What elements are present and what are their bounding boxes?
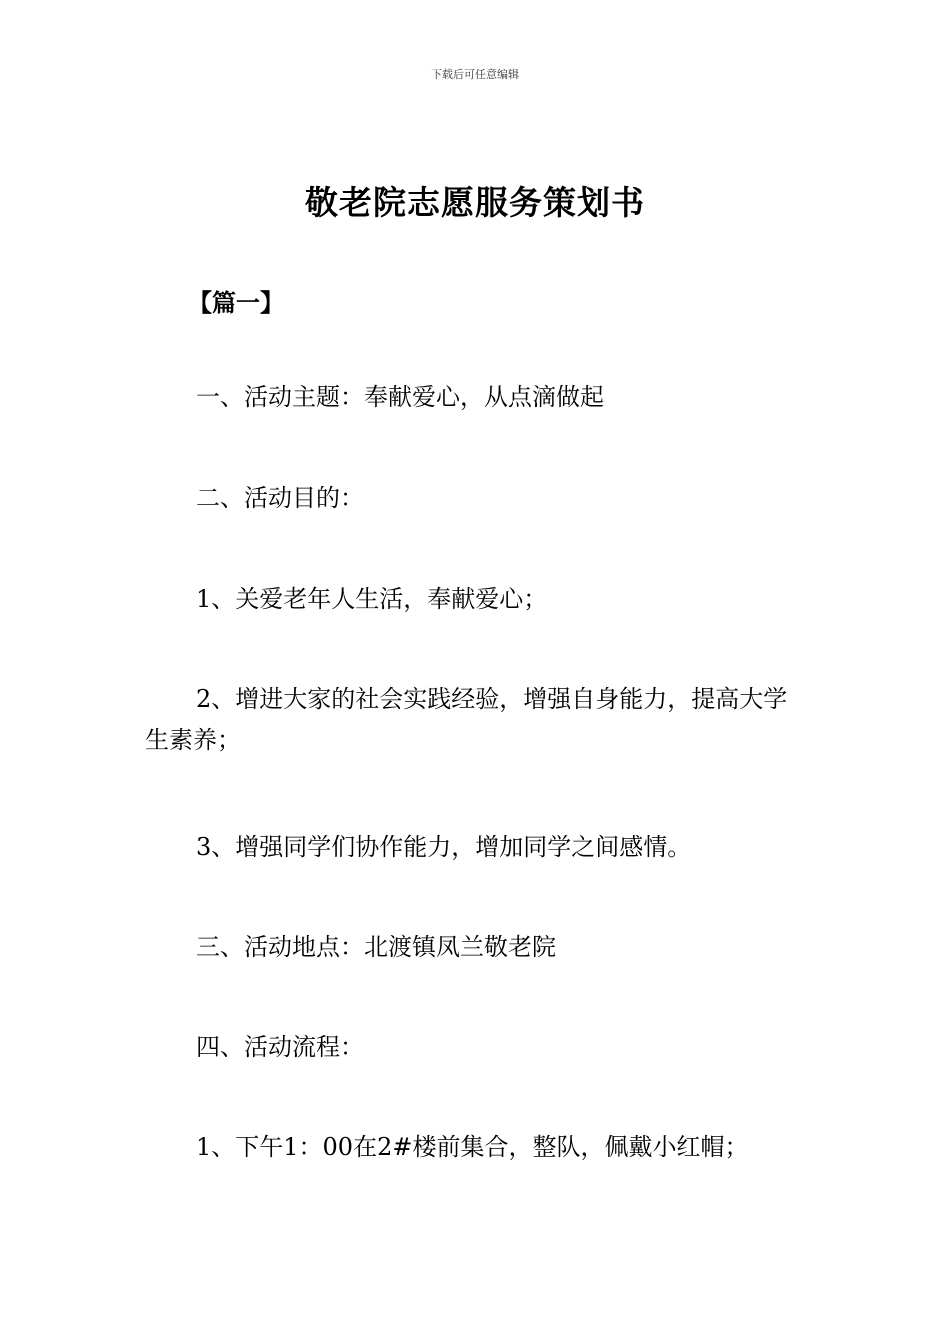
paragraph-purpose-item-2: 2、增进大家的社会实践经验，增强自身能力，提高大学生素养； (145, 685, 788, 754)
document-title: 敬老院志愿服务策划书 (305, 183, 645, 222)
page-header-note: 下载后可任意编辑 (431, 68, 519, 81)
paragraph-activity-process-heading: 四、活动流程： (196, 1033, 364, 1061)
paragraph-activity-location: 三、活动地点：北渡镇凤兰敬老院 (196, 933, 556, 961)
paragraph-purpose-item-1: 1、关爱老年人生活，奉献爱心； (196, 585, 548, 613)
paragraph-activity-purpose-heading: 二、活动目的： (196, 484, 364, 512)
paragraph-activity-theme: 一、活动主题：奉献爱心，从点滴做起 (196, 383, 604, 411)
section-tag: 【篇一】 (188, 288, 284, 317)
paragraph-process-item-1: 1、下午1：00在2#楼前集合，整队，佩戴小红帽； (196, 1133, 749, 1161)
paragraph-purpose-item-3: 3、增强同学们协作能力，增加同学之间感情。 (196, 833, 692, 861)
